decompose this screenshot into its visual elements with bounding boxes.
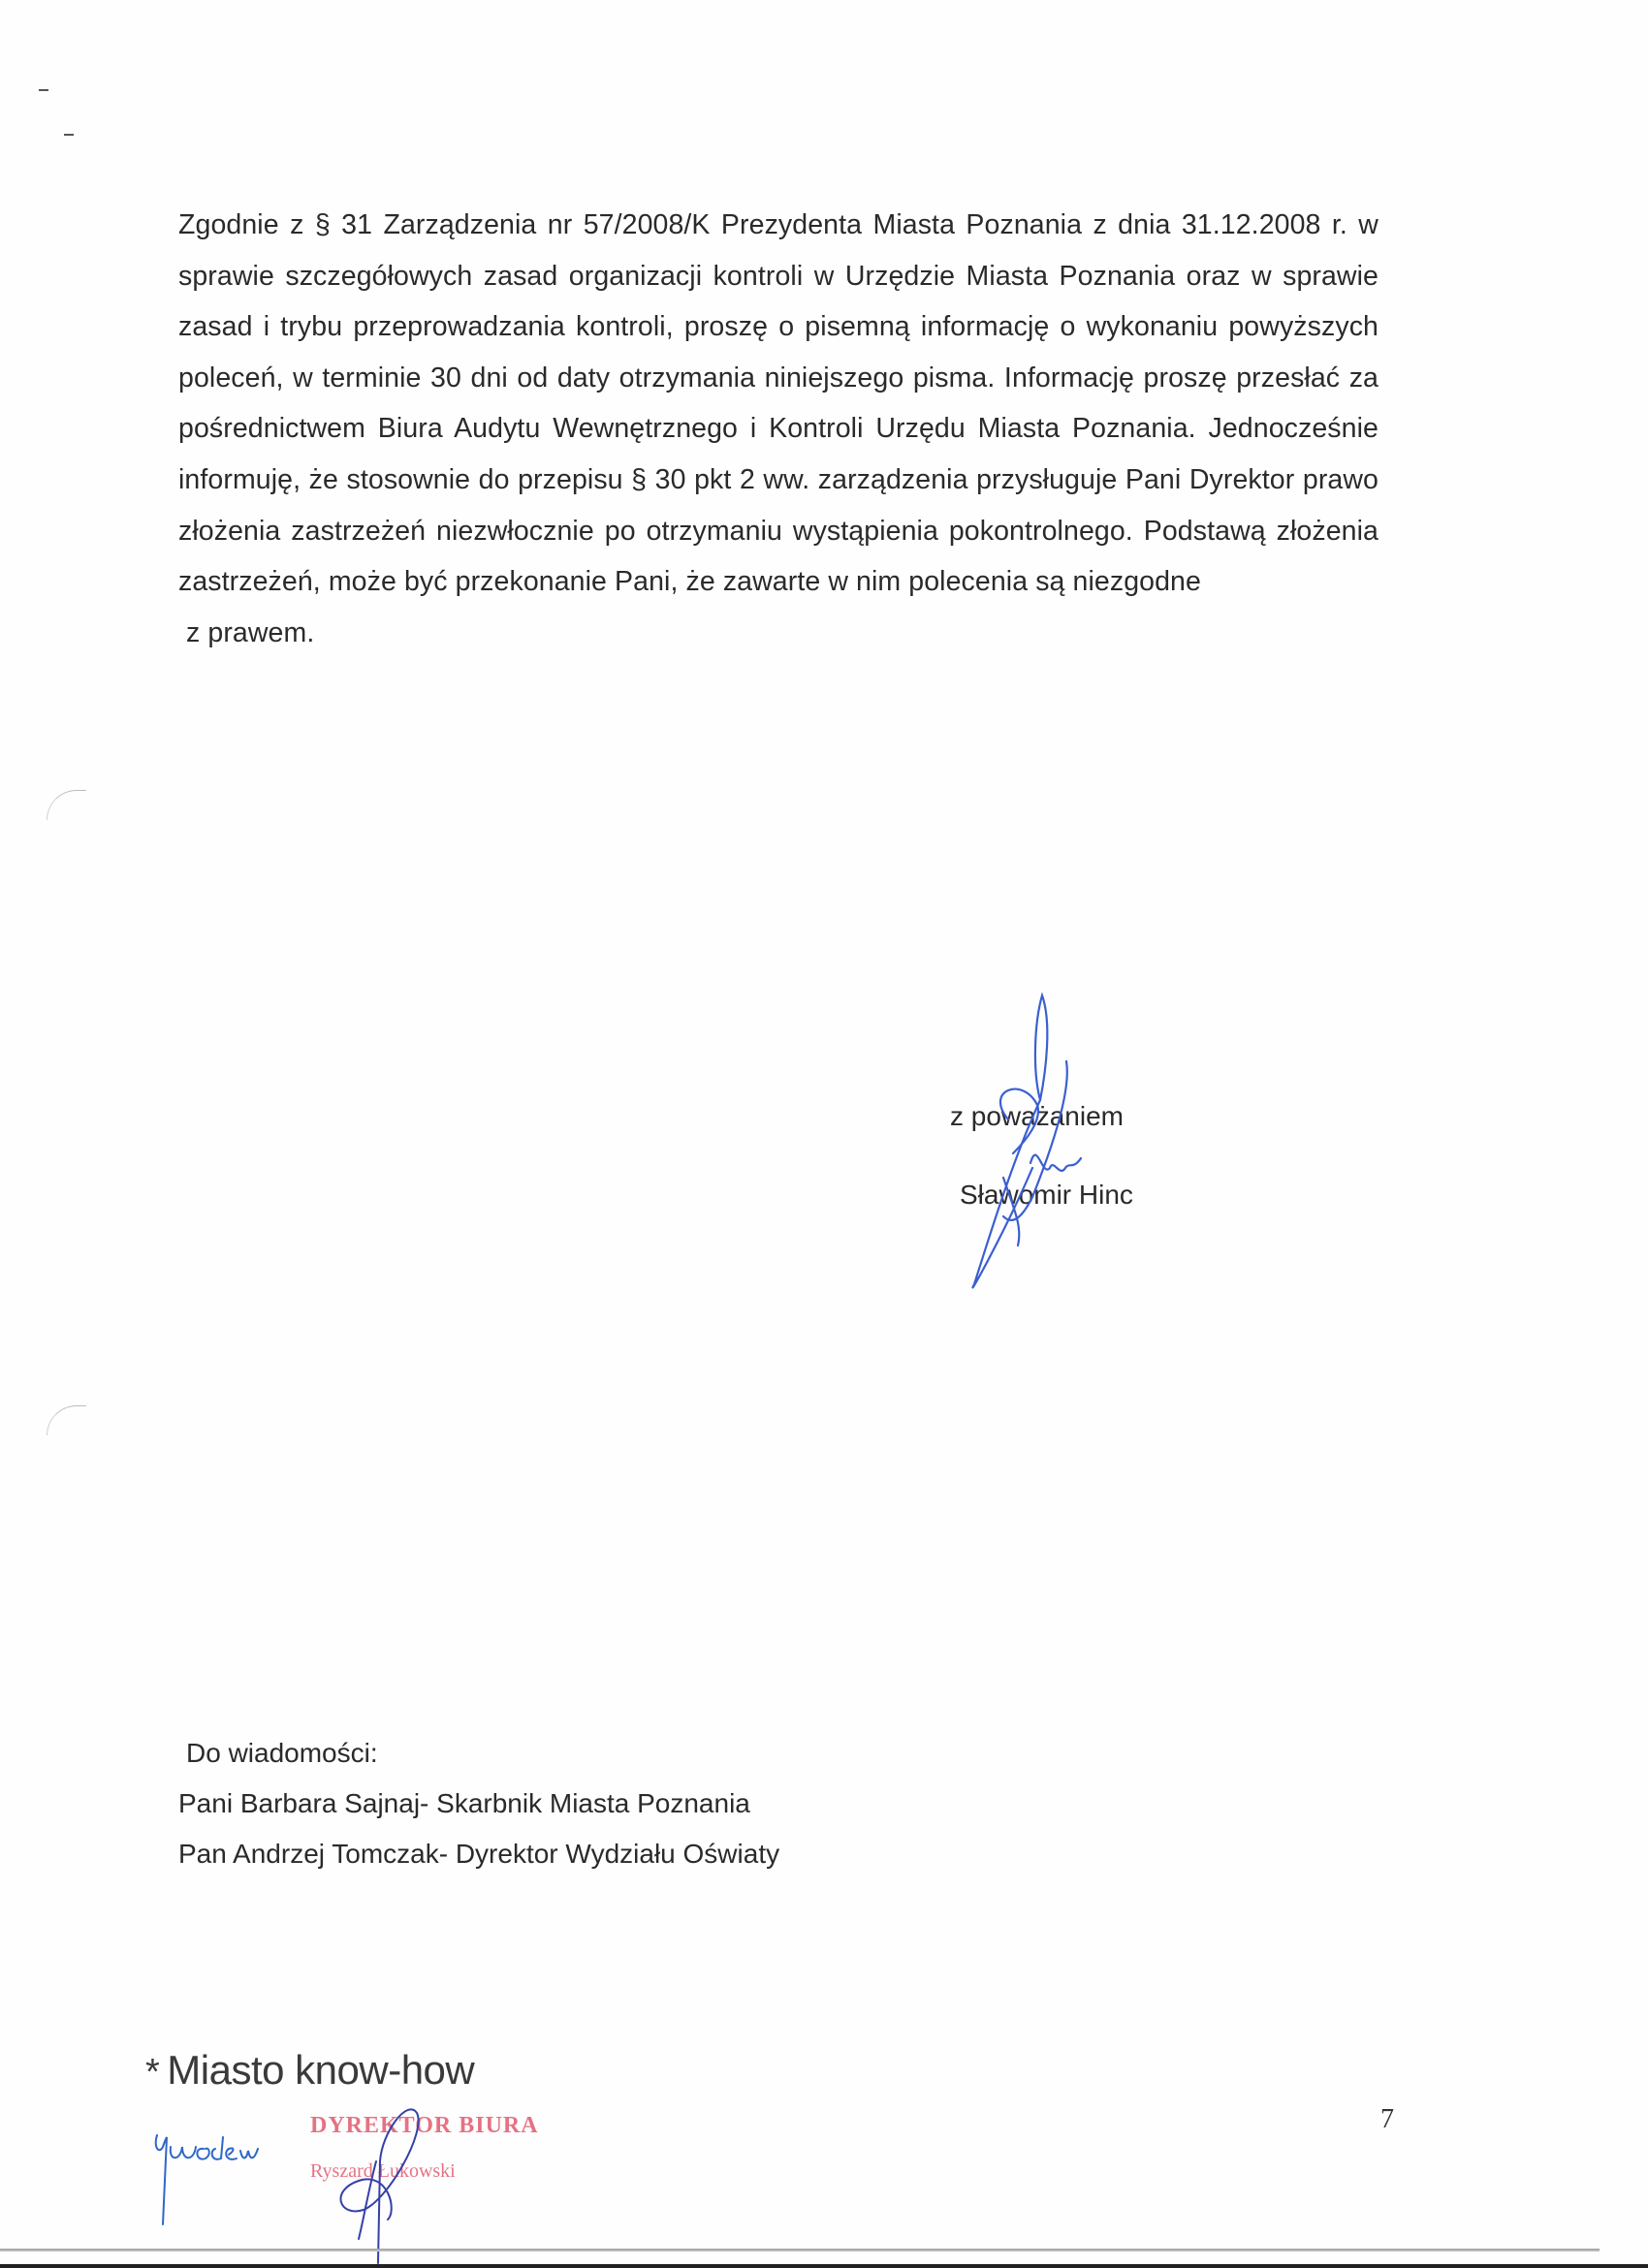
cc-block	[178, 1728, 779, 1879]
punch-hole-mark	[47, 790, 86, 820]
scan-edge	[0, 2249, 1600, 2252]
punch-hole-mark	[47, 1405, 86, 1435]
footer-brand	[145, 2047, 474, 2094]
body-paragraph: Zgodnie z § 31 Zarządzenia nr 57/2008/K Prezydenta Miasta Poznania z dnia 31.12.2008 r. w sprawie szczegółowych zasad organizacji kontroli w Urzędzie Miasta Poznania oraz w sprawie zasad i trybu przeprowadzania kontroli, proszę o pisemną informację o wykonaniu powyższych poleceń, w terminie 30 dni od daty otrzymania niniejszego pisma. Informację proszę przesłać za pośrednictwem Biura Audytu Wewnętrznego i Kontroli Urzędu Miasta Poznania. Jednocześnie informuję, że stosownie do przepisu § 30 pkt 2 ww. zarządzenia przysługuje Pani Dyrektor prawo złożenia zastrzeżeń niezwłocznie po otrzymaniu wystąpienia pokontrolnego. Podstawą złożenia zastrzeżeń, może być przekonanie Pani, że zawarte w nim polecenia są niezgodne	[178, 209, 1379, 598]
page-number: 7	[1380, 2104, 1394, 2134]
cc-title: Do wiadomości:	[186, 1738, 378, 1768]
handwritten-initials	[145, 2108, 310, 2234]
scan-artifact	[39, 89, 48, 91]
body-last-line: z prawem.	[186, 616, 315, 648]
scan-artifact	[64, 134, 74, 136]
handwritten-signature	[945, 984, 1110, 1304]
signer-name: Sławomir Hinc	[960, 1180, 1133, 1210]
stamp-title: DYREKTOR BIURA	[310, 2113, 539, 2138]
asterisk-icon: *	[145, 2052, 160, 2093]
stamp-signature	[320, 2094, 427, 2268]
letter-body	[178, 200, 1379, 658]
stamp-name: Ryszard Łukowski	[310, 2160, 456, 2182]
cc-recipient: Pan Andrzej Tomczak- Dyrektor Wydziału Oświaty	[178, 1839, 780, 1869]
closing-salutation: z poważaniem	[950, 1101, 1124, 1131]
cc-recipient: Pani Barbara Sajnaj- Skarbnik Miasta Poznania	[178, 1788, 750, 1818]
scan-border	[0, 2264, 1648, 2268]
brand-text: Miasto know-how	[167, 2047, 475, 2093]
